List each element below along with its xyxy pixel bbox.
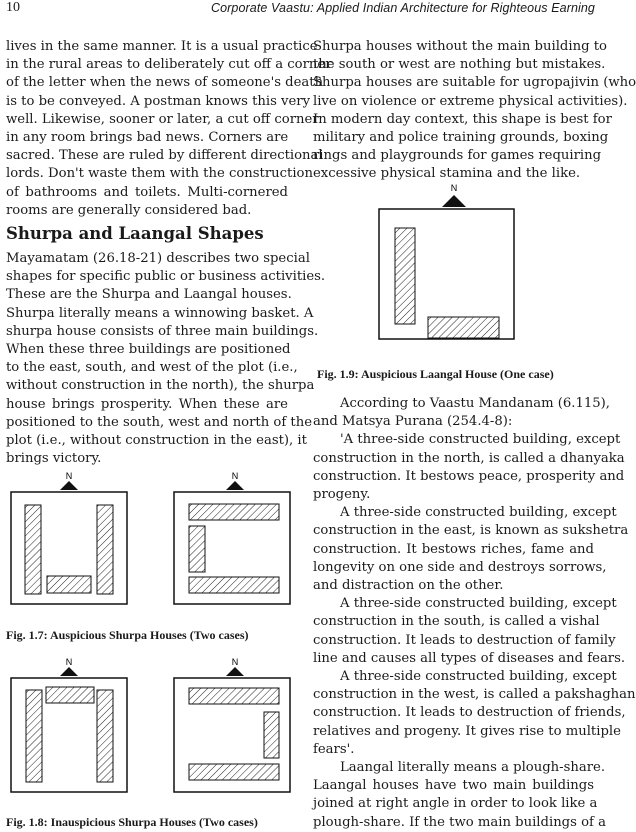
fig-1-7-case-b (171, 468, 295, 614)
building-east (264, 712, 279, 758)
text-line: is to be conveyed. A postman knows this very (6, 93, 311, 109)
section-heading: Shurpa and Laangal Shapes (6, 224, 264, 243)
text-line: rooms are generally considered bad. (6, 202, 252, 218)
building-west (395, 228, 415, 324)
text-line: When these three buildings are positioned (6, 342, 291, 358)
text-line: joined at right angle in order to look like a (313, 796, 598, 812)
building-west (189, 526, 205, 572)
text-line: progeny. (313, 487, 371, 503)
text-line: construction. It bestows peace, prosperity and (313, 468, 625, 484)
fig-1-8-caption: Fig. 1.8: Inauspicious Shurpa Houses (Two cases) (6, 815, 258, 829)
north-arrow-icon (60, 481, 78, 490)
text-line: of the letter when the news of someone's death (6, 75, 324, 91)
text-line: fears'. (313, 741, 355, 757)
fig-1-8-case-b (171, 654, 295, 802)
text-line: and distraction on the other. (313, 578, 504, 594)
text-line: construction. It leads to destruction of friends, (313, 705, 626, 721)
text-line: Shurpa houses without the main building to (313, 39, 607, 54)
north-arrow-icon (226, 667, 244, 676)
north-arrow-icon (226, 481, 244, 490)
building-north (189, 688, 279, 704)
text-line: shapes for specific public or business activities. (6, 269, 326, 285)
north-arrow-icon (60, 667, 78, 676)
text-line: lives in the same manner. It is a usual practice (6, 39, 318, 54)
left-intro-paragraph (6, 38, 332, 220)
building-west (25, 505, 41, 594)
building-north (189, 504, 279, 520)
text-line: In modern day context, this shape is best for (313, 111, 612, 127)
building-south (428, 317, 499, 338)
text-line: Shurpa houses are suitable for ugropajivin (who (313, 75, 636, 91)
text-line: well. Likewise, sooner or later, a cut off corner (6, 111, 319, 127)
text-line: According to Vaastu Mandanam (6.115), (340, 396, 610, 411)
text-line: in any room brings bad news. Corners are (6, 130, 289, 146)
text-line: brings victory. (6, 451, 102, 467)
text-line: positioned to the south, west and north of the (6, 414, 313, 430)
text-line: plough-share. If the two main buildings of a (313, 814, 606, 830)
text-line: A three-side constructed building, except (340, 596, 617, 612)
building-south (189, 577, 279, 593)
text-line: and Matsya Purana (254.4-8): (313, 414, 513, 430)
text-line: construction. It leads to destruction of family (313, 632, 616, 648)
fig-1-7-case-a (8, 468, 132, 614)
text-line: A three-side constructed building, except (340, 669, 617, 685)
text-line: construction in the east, is known as sukshetra (313, 523, 629, 539)
text-line: in the rural areas to deliberately cut off a corner (6, 57, 332, 73)
building-south (47, 576, 91, 593)
fig-1-8-case-a (8, 654, 132, 802)
text-line: line and causes all types of diseases and fears. (313, 650, 626, 666)
north-arrow-icon (442, 195, 466, 207)
text-line: rings and playgrounds for games requiring (313, 148, 602, 164)
text-line: construction in the south, is called a vishal (313, 614, 600, 630)
text-line: A three-side constructed building, except (340, 505, 617, 521)
fig-1-7-caption: Fig. 1.7: Auspicious Shurpa Houses (Two cases) (6, 628, 249, 642)
right-lower-paragraphs (313, 395, 636, 832)
fig-1-9-caption: Fig. 1.9: Auspicious Laangal House (One case) (317, 367, 554, 381)
text-line: relatives and progeny. It gives rise to multiple (313, 723, 621, 739)
text-line: construction in the north, is called a dhanyaka (313, 450, 625, 466)
right-top-paragraph (313, 38, 636, 184)
north-label: N (65, 471, 73, 481)
text-line: military and police training grounds, boxing (313, 130, 609, 146)
text-line: excessive physical stamina and the like. (313, 166, 581, 182)
text-line: the south or west are nothing but mistakes. (313, 57, 606, 73)
text-line: construction in the west, is called a pakshaghan (313, 687, 636, 703)
text-line: shurpa house consists of three main buildings. (6, 323, 319, 339)
fig-1-9 (377, 180, 517, 360)
text-line: lords. Don't waste them with the construction (6, 166, 313, 182)
text-line: to the east, south, and west of the plot (i.e., (6, 360, 298, 376)
text-line: sacred. These are ruled by different directional (6, 148, 323, 164)
text-line: of bathrooms and toilets. Multi-cornered (6, 184, 288, 200)
running-title: Corporate Vaastu: Applied Indian Architecture for Righteous Earning (210, 1, 595, 15)
text-line: Mayamatam (26.18-21) describes two special (6, 251, 310, 266)
building-west (26, 690, 42, 782)
text-line: Laangal houses have two main buildings (313, 778, 594, 794)
text-line: house brings prosperity. When these are (6, 396, 288, 412)
building-north (46, 687, 94, 703)
text-line: Shurpa literally means a winnowing basket. A (6, 305, 314, 321)
text-line: These are the Shurpa and Laangal houses. (6, 287, 292, 303)
page-number: 10 (6, 0, 20, 15)
north-label: N (231, 657, 239, 667)
text-line: plot (i.e., without construction in the east), it (6, 433, 307, 449)
text-line: without construction in the north), the shurpa (6, 378, 315, 394)
north-label: N (65, 657, 73, 667)
building-south (189, 764, 279, 780)
text-line: 'A three-side constructed building, except (340, 432, 621, 448)
north-label: N (231, 471, 239, 481)
text-line: construction. It bestows riches, fame and (313, 541, 594, 557)
building-east (97, 505, 113, 594)
building-east (97, 690, 113, 782)
north-label: N (450, 183, 458, 193)
text-line: live on violence or extreme physical activities). (313, 93, 628, 109)
left-section-paragraph (6, 250, 326, 468)
text-line: longevity on one side and destroys sorrows, (313, 559, 607, 575)
text-line: Laangal literally means a plough-share. (340, 760, 606, 776)
